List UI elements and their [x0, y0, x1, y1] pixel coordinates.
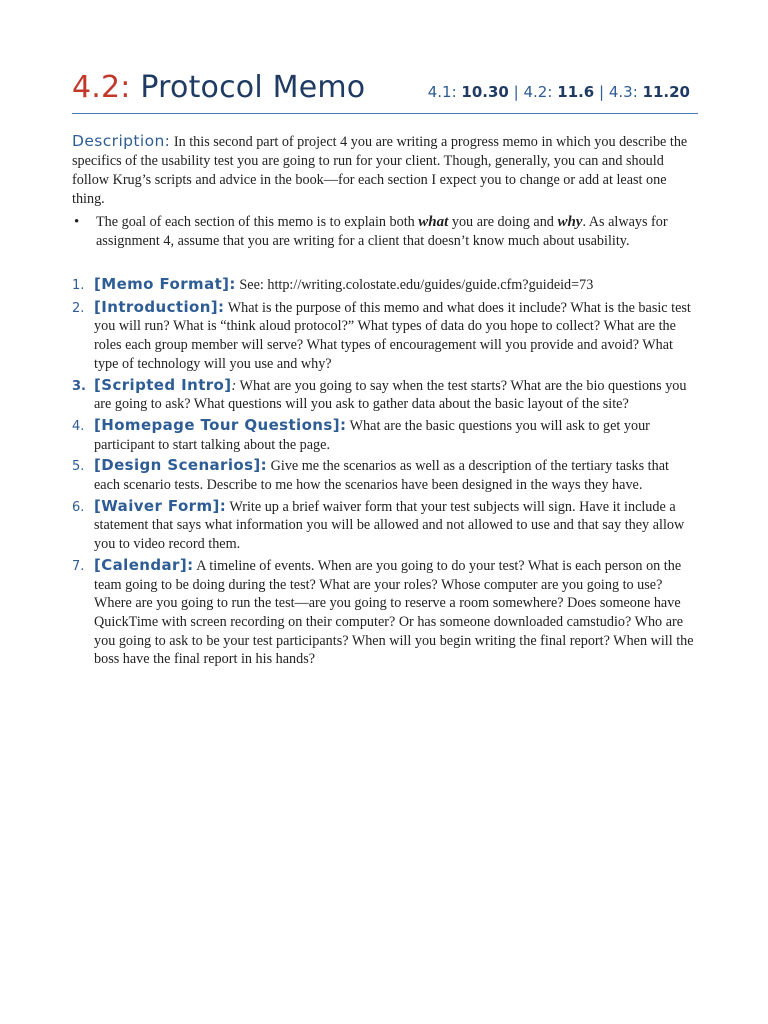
date-separator: | [513, 83, 519, 101]
item-body [94, 497, 698, 554]
item-label: [Scripted Intro] [94, 375, 232, 394]
item-number: 5. [72, 459, 85, 475]
list-item [72, 275, 698, 296]
date-label-2: 4.2: [523, 83, 553, 101]
item-label: [Memo Format]: [94, 275, 236, 293]
item-body [94, 298, 698, 374]
item-number: 4. [72, 418, 85, 434]
list-item [72, 556, 698, 669]
page-title [72, 70, 365, 105]
item-label: [Homepage Tour Questions]: [94, 415, 347, 434]
description-text: In this second part of project 4 you are writing a progress memo in which you describe the specifics of the usability test you are going to run for your client. Though, generally, you can and should follow Krug’s scripts and advice in the book—for each section I expect you to change or add at least one thing. [72, 134, 688, 207]
item-number: 1. [72, 278, 85, 293]
list-item [72, 376, 698, 414]
list-item [72, 497, 698, 554]
item-label: [Design Scenarios]: [94, 456, 268, 475]
date-value-2: 11.6 [557, 83, 595, 101]
item-number: 2. [72, 300, 85, 316]
date-label-1: 4.1: [427, 83, 457, 101]
list-item [72, 456, 698, 494]
item-body [94, 556, 698, 669]
item-label: [Introduction]: [94, 297, 225, 316]
item-text: A timeline of events. When are you going to do your test? What is each person on the team going to be doing during the test? What are your roles? Whose computer are you going to use? Where are you going to run the test—are you going to reserve a room somewhere? Does someone have QuickTime with screen recording on their computer? Or has someone downloaded camstudio? Who are you going to ask to be your test participants? When will you begin writing the final report? When will the boss have the final report in his hands? [94, 557, 694, 668]
bullet-icon: • [74, 214, 80, 230]
goal-bullet [72, 213, 698, 251]
item-body [94, 376, 698, 414]
section-list [72, 275, 698, 669]
item-text: What is the purpose of this memo and what does it include? What is the basic test you will run? What is “think aloud protocol?” What types of data do you hope to collect? What are the roles each group member will serve? What types of encouragement will you provide and avoid? What type of technology will you use and why? [94, 299, 691, 372]
due-dates [428, 83, 690, 101]
item-colon: : [231, 377, 237, 394]
item-text: What are the basic questions you will ask to get your participant to start talking about the page. [94, 417, 650, 453]
bullet-text-start: The goal of each section of this memo is to explain both [96, 214, 419, 230]
bullet-emphasis-why: why [557, 214, 583, 230]
date-value-3: 11.20 [642, 83, 690, 101]
item-text: See: http://writing.colostate.edu/guides/guide.cfm?guideid=73 [235, 277, 594, 293]
item-number: 3. [72, 378, 86, 394]
bullet-text-end: . As always for assignment 4, assume that you are writing for a client that doesn’t know much about usability. [96, 214, 668, 249]
memo-page [72, 70, 698, 671]
item-body [94, 416, 698, 454]
item-number: 6. [72, 499, 85, 515]
item-text: Give me the scenarios as well as a description of the tertiary tasks that each scenario tests. Describe to me how the scenarios have been designed in the ways they have. [94, 458, 669, 494]
date-label-3: 4.3: [608, 83, 638, 101]
memo-header [72, 70, 698, 114]
description-paragraph [72, 132, 698, 209]
item-label: [Waiver Form]: [94, 496, 227, 515]
description-label: Description: [72, 132, 171, 150]
title-text: Protocol Memo [140, 70, 366, 105]
bullet-text [96, 213, 698, 251]
bullet-emphasis-what: what [418, 214, 449, 230]
item-text: What are you going to say when the test starts? What are the bio questions you are going to ask? What questions will you ask to gather data about the basic layout of the site? [94, 377, 687, 413]
item-text: Write up a brief waiver form that your test subjects will sign. Have it include a statement that says what information you will be allowed and not allowed to use and that say they allow you to video record them. [94, 498, 685, 553]
date-value-1: 10.30 [461, 83, 509, 101]
list-item [72, 416, 698, 454]
date-separator: | [599, 83, 605, 101]
item-body [94, 275, 593, 296]
list-item [72, 298, 698, 374]
title-number: 4.2: [72, 70, 131, 105]
item-number: 7. [72, 558, 85, 574]
bullet-text-mid: you are doing and [448, 214, 558, 230]
item-body [94, 456, 698, 494]
item-label: [Calendar]: [94, 555, 194, 574]
